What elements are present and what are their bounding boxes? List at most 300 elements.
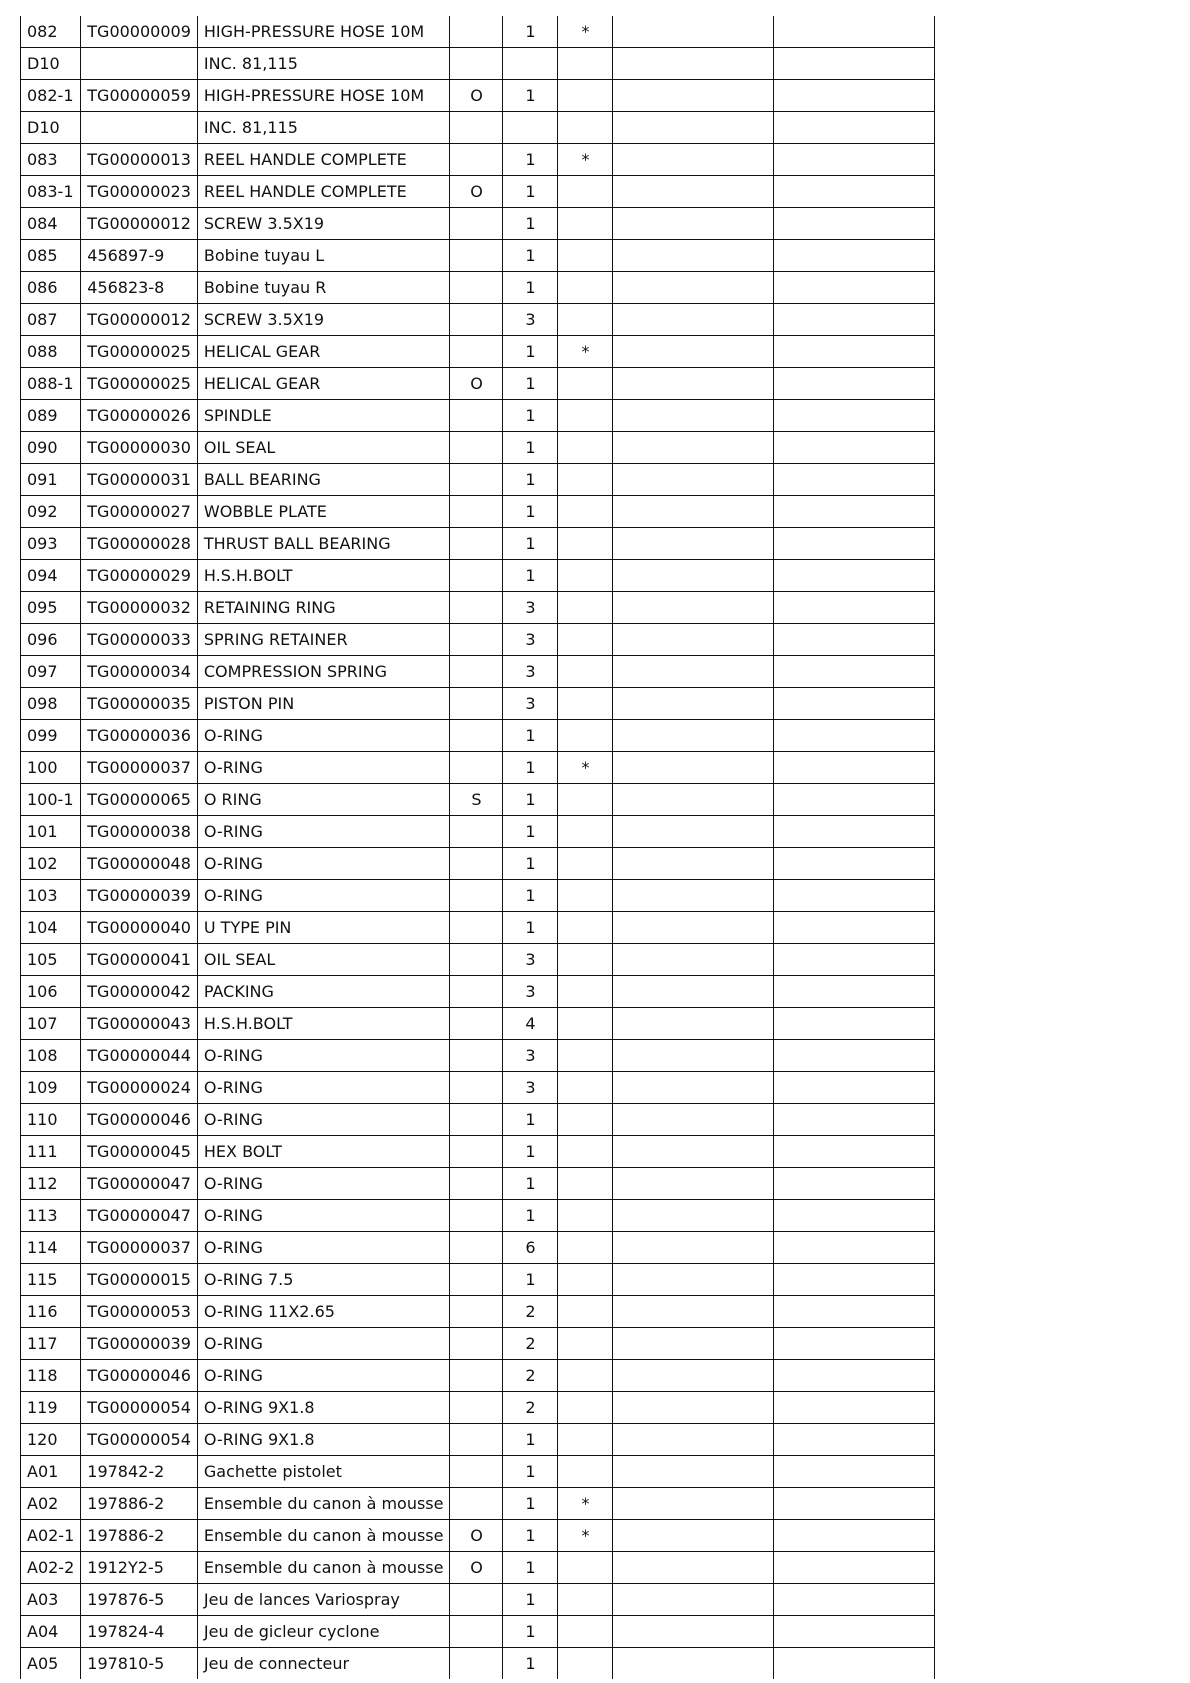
- part-flag-cell: [450, 48, 503, 80]
- part-flag-cell: [450, 144, 503, 176]
- part-flag-cell: [450, 112, 503, 144]
- blank-cell: [613, 880, 774, 912]
- blank-cell: [774, 336, 935, 368]
- part-flag-cell: [450, 1104, 503, 1136]
- blank-cell: [613, 784, 774, 816]
- part-mark-cell: *: [558, 144, 613, 176]
- part-description-cell: BALL BEARING: [197, 464, 450, 496]
- part-code-cell: TG00000023: [81, 176, 198, 208]
- part-description-cell: O-RING: [197, 1200, 450, 1232]
- part-flag-cell: [450, 1328, 503, 1360]
- part-description-cell: PISTON PIN: [197, 688, 450, 720]
- part-mark-cell: [558, 432, 613, 464]
- part-flag-cell: [450, 1232, 503, 1264]
- blank-cell: [613, 912, 774, 944]
- part-flag-cell: [450, 1360, 503, 1392]
- part-ref-cell: 093: [21, 528, 81, 560]
- part-quantity-cell: 3: [503, 1072, 558, 1104]
- table-row: [21, 752, 935, 784]
- part-quantity-cell: 1: [503, 1424, 558, 1456]
- part-mark-cell: [558, 944, 613, 976]
- part-flag-cell: [450, 848, 503, 880]
- part-quantity-cell: 1: [503, 880, 558, 912]
- part-code-cell: TG00000037: [81, 752, 198, 784]
- part-code-cell: TG00000054: [81, 1392, 198, 1424]
- part-quantity-cell: 1: [503, 752, 558, 784]
- part-description-cell: O-RING: [197, 1104, 450, 1136]
- part-code-cell: TG00000030: [81, 432, 198, 464]
- table-row: [21, 240, 935, 272]
- part-flag-cell: [450, 1616, 503, 1648]
- blank-cell: [613, 624, 774, 656]
- blank-cell: [774, 176, 935, 208]
- blank-cell: [774, 1296, 935, 1328]
- part-quantity-cell: 3: [503, 944, 558, 976]
- part-description-cell: O-RING: [197, 1360, 450, 1392]
- part-ref-cell: A05: [21, 1648, 81, 1680]
- table-row: [21, 624, 935, 656]
- part-mark-cell: [558, 1008, 613, 1040]
- part-mark-cell: [558, 1392, 613, 1424]
- blank-cell: [613, 80, 774, 112]
- table-row: [21, 80, 935, 112]
- blank-cell: [774, 1424, 935, 1456]
- blank-cell: [774, 528, 935, 560]
- part-code-cell: 197842-2: [81, 1456, 198, 1488]
- part-mark-cell: *: [558, 1488, 613, 1520]
- part-quantity-cell: 3: [503, 688, 558, 720]
- part-ref-cell: A01: [21, 1456, 81, 1488]
- part-ref-cell: 119: [21, 1392, 81, 1424]
- blank-cell: [613, 336, 774, 368]
- blank-cell: [613, 688, 774, 720]
- table-row: [21, 1520, 935, 1552]
- blank-cell: [613, 432, 774, 464]
- part-ref-cell: 088-1: [21, 368, 81, 400]
- part-quantity-cell: 1: [503, 176, 558, 208]
- table-row: [21, 1488, 935, 1520]
- table-row: [21, 528, 935, 560]
- blank-cell: [613, 272, 774, 304]
- part-mark-cell: [558, 240, 613, 272]
- table-row: [21, 1648, 935, 1680]
- blank-cell: [774, 1040, 935, 1072]
- part-mark-cell: [558, 912, 613, 944]
- part-quantity-cell: 1: [503, 1456, 558, 1488]
- blank-cell: [613, 752, 774, 784]
- blank-cell: [774, 1488, 935, 1520]
- part-quantity-cell: 1: [503, 240, 558, 272]
- table-row: [21, 592, 935, 624]
- part-ref-cell: 103: [21, 880, 81, 912]
- table-row: [21, 144, 935, 176]
- part-quantity-cell: 1: [503, 1552, 558, 1584]
- part-description-cell: H.S.H.BOLT: [197, 560, 450, 592]
- blank-cell: [774, 272, 935, 304]
- part-flag-cell: O: [450, 1520, 503, 1552]
- blank-cell: [774, 16, 935, 48]
- part-ref-cell: 106: [21, 976, 81, 1008]
- part-ref-cell: 110: [21, 1104, 81, 1136]
- part-mark-cell: [558, 1552, 613, 1584]
- part-mark-cell: [558, 112, 613, 144]
- part-mark-cell: [558, 1072, 613, 1104]
- part-mark-cell: [558, 1264, 613, 1296]
- part-ref-cell: 082-1: [21, 80, 81, 112]
- part-code-cell: TG00000046: [81, 1360, 198, 1392]
- part-flag-cell: [450, 240, 503, 272]
- table-row: [21, 976, 935, 1008]
- part-mark-cell: [558, 848, 613, 880]
- part-quantity-cell: 2: [503, 1360, 558, 1392]
- part-description-cell: O-RING: [197, 1168, 450, 1200]
- part-quantity-cell: 1: [503, 272, 558, 304]
- part-mark-cell: [558, 624, 613, 656]
- part-code-cell: TG00000033: [81, 624, 198, 656]
- part-mark-cell: [558, 368, 613, 400]
- part-mark-cell: [558, 272, 613, 304]
- part-code-cell: TG00000044: [81, 1040, 198, 1072]
- part-ref-cell: 084: [21, 208, 81, 240]
- part-description-cell: Jeu de lances Variospray: [197, 1584, 450, 1616]
- blank-cell: [613, 48, 774, 80]
- table-row: [21, 208, 935, 240]
- part-code-cell: TG00000047: [81, 1168, 198, 1200]
- part-mark-cell: [558, 208, 613, 240]
- blank-cell: [774, 912, 935, 944]
- blank-cell: [774, 144, 935, 176]
- table-row: [21, 1200, 935, 1232]
- part-quantity-cell: 3: [503, 592, 558, 624]
- part-mark-cell: [558, 176, 613, 208]
- part-quantity-cell: 1: [503, 1136, 558, 1168]
- part-ref-cell: 108: [21, 1040, 81, 1072]
- part-mark-cell: [558, 784, 613, 816]
- part-mark-cell: [558, 1648, 613, 1680]
- table-row: [21, 176, 935, 208]
- blank-cell: [774, 1328, 935, 1360]
- part-quantity-cell: 2: [503, 1392, 558, 1424]
- table-row: [21, 944, 935, 976]
- blank-cell: [774, 624, 935, 656]
- part-ref-cell: 105: [21, 944, 81, 976]
- part-description-cell: Ensemble du canon à mousse: [197, 1520, 450, 1552]
- part-description-cell: INC. 81,115: [197, 48, 450, 80]
- part-description-cell: O RING: [197, 784, 450, 816]
- part-flag-cell: [450, 944, 503, 976]
- part-mark-cell: [558, 656, 613, 688]
- part-description-cell: COMPRESSION SPRING: [197, 656, 450, 688]
- part-code-cell: TG00000039: [81, 880, 198, 912]
- blank-cell: [774, 1520, 935, 1552]
- blank-cell: [613, 528, 774, 560]
- part-quantity-cell: 3: [503, 304, 558, 336]
- part-ref-cell: 096: [21, 624, 81, 656]
- part-code-cell: [81, 48, 198, 80]
- table-row: [21, 1008, 935, 1040]
- part-mark-cell: [558, 1360, 613, 1392]
- part-quantity-cell: 1: [503, 1616, 558, 1648]
- part-description-cell: SCREW 3.5X19: [197, 208, 450, 240]
- table-row: [21, 1456, 935, 1488]
- blank-cell: [613, 1168, 774, 1200]
- part-quantity-cell: [503, 112, 558, 144]
- part-description-cell: U TYPE PIN: [197, 912, 450, 944]
- part-flag-cell: [450, 1456, 503, 1488]
- part-mark-cell: [558, 1456, 613, 1488]
- part-description-cell: SCREW 3.5X19: [197, 304, 450, 336]
- table-row: [21, 1264, 935, 1296]
- part-mark-cell: [558, 1200, 613, 1232]
- part-code-cell: [81, 112, 198, 144]
- blank-cell: [774, 1552, 935, 1584]
- table-row: [21, 16, 935, 48]
- part-quantity-cell: 1: [503, 848, 558, 880]
- part-quantity-cell: 3: [503, 1040, 558, 1072]
- part-quantity-cell: 1: [503, 1488, 558, 1520]
- blank-cell: [613, 1200, 774, 1232]
- part-description-cell: SPRING RETAINER: [197, 624, 450, 656]
- part-mark-cell: [558, 304, 613, 336]
- part-code-cell: 456823-8: [81, 272, 198, 304]
- part-mark-cell: *: [558, 752, 613, 784]
- part-code-cell: TG00000038: [81, 816, 198, 848]
- part-flag-cell: [450, 432, 503, 464]
- blank-cell: [774, 304, 935, 336]
- part-quantity-cell: 1: [503, 1520, 558, 1552]
- part-mark-cell: [558, 592, 613, 624]
- part-flag-cell: [450, 496, 503, 528]
- table-row: [21, 1232, 935, 1264]
- part-quantity-cell: 1: [503, 336, 558, 368]
- table-row: [21, 816, 935, 848]
- blank-cell: [774, 1232, 935, 1264]
- part-flag-cell: [450, 720, 503, 752]
- table-row: [21, 1392, 935, 1424]
- blank-cell: [774, 1104, 935, 1136]
- part-flag-cell: [450, 400, 503, 432]
- blank-cell: [774, 48, 935, 80]
- table-row: [21, 464, 935, 496]
- part-description-cell: RETAINING RING: [197, 592, 450, 624]
- part-ref-cell: 101: [21, 816, 81, 848]
- part-flag-cell: O: [450, 368, 503, 400]
- part-code-cell: 197876-5: [81, 1584, 198, 1616]
- blank-cell: [613, 240, 774, 272]
- part-flag-cell: [450, 912, 503, 944]
- part-ref-cell: 114: [21, 1232, 81, 1264]
- part-mark-cell: [558, 720, 613, 752]
- part-ref-cell: 112: [21, 1168, 81, 1200]
- part-quantity-cell: 1: [503, 816, 558, 848]
- part-flag-cell: [450, 592, 503, 624]
- blank-cell: [774, 432, 935, 464]
- part-description-cell: HELICAL GEAR: [197, 336, 450, 368]
- part-code-cell: TG00000012: [81, 208, 198, 240]
- part-ref-cell: 083: [21, 144, 81, 176]
- part-ref-cell: 095: [21, 592, 81, 624]
- part-description-cell: O-RING: [197, 720, 450, 752]
- blank-cell: [613, 304, 774, 336]
- part-flag-cell: [450, 1264, 503, 1296]
- table-row: [21, 1104, 935, 1136]
- blank-cell: [774, 496, 935, 528]
- part-ref-cell: 113: [21, 1200, 81, 1232]
- table-row: [21, 1296, 935, 1328]
- table-row: [21, 1072, 935, 1104]
- part-quantity-cell: [503, 48, 558, 80]
- part-ref-cell: 102: [21, 848, 81, 880]
- part-ref-cell: 099: [21, 720, 81, 752]
- blank-cell: [613, 1424, 774, 1456]
- part-quantity-cell: 1: [503, 784, 558, 816]
- part-ref-cell: 116: [21, 1296, 81, 1328]
- part-mark-cell: *: [558, 336, 613, 368]
- part-quantity-cell: 2: [503, 1328, 558, 1360]
- part-description-cell: PACKING: [197, 976, 450, 1008]
- part-flag-cell: [450, 1200, 503, 1232]
- part-description-cell: OIL SEAL: [197, 432, 450, 464]
- part-ref-cell: 115: [21, 1264, 81, 1296]
- part-mark-cell: [558, 560, 613, 592]
- part-ref-cell: 098: [21, 688, 81, 720]
- part-ref-cell: 100: [21, 752, 81, 784]
- part-flag-cell: [450, 1584, 503, 1616]
- part-ref-cell: A02-1: [21, 1520, 81, 1552]
- part-flag-cell: [450, 560, 503, 592]
- blank-cell: [774, 112, 935, 144]
- blank-cell: [774, 208, 935, 240]
- part-mark-cell: [558, 1296, 613, 1328]
- part-description-cell: Ensemble du canon à mousse: [197, 1488, 450, 1520]
- part-ref-cell: 087: [21, 304, 81, 336]
- part-quantity-cell: 1: [503, 528, 558, 560]
- blank-cell: [613, 1584, 774, 1616]
- part-flag-cell: [450, 752, 503, 784]
- part-flag-cell: [450, 208, 503, 240]
- part-ref-cell: D10: [21, 112, 81, 144]
- part-ref-cell: 090: [21, 432, 81, 464]
- part-code-cell: TG00000065: [81, 784, 198, 816]
- blank-cell: [774, 1360, 935, 1392]
- table-row: [21, 688, 935, 720]
- part-description-cell: Jeu de connecteur: [197, 1648, 450, 1680]
- part-quantity-cell: 1: [503, 560, 558, 592]
- part-description-cell: H.S.H.BOLT: [197, 1008, 450, 1040]
- table-row: [21, 656, 935, 688]
- part-flag-cell: [450, 880, 503, 912]
- part-description-cell: O-RING 9X1.8: [197, 1392, 450, 1424]
- blank-cell: [774, 240, 935, 272]
- part-flag-cell: [450, 656, 503, 688]
- part-code-cell: TG00000015: [81, 1264, 198, 1296]
- part-quantity-cell: 1: [503, 368, 558, 400]
- part-quantity-cell: 1: [503, 1104, 558, 1136]
- part-mark-cell: *: [558, 16, 613, 48]
- part-code-cell: TG00000032: [81, 592, 198, 624]
- part-ref-cell: 091: [21, 464, 81, 496]
- blank-cell: [774, 560, 935, 592]
- part-mark-cell: [558, 80, 613, 112]
- table-row: [21, 1552, 935, 1584]
- part-ref-cell: 111: [21, 1136, 81, 1168]
- part-quantity-cell: 1: [503, 1264, 558, 1296]
- table-row: [21, 912, 935, 944]
- part-code-cell: TG00000025: [81, 368, 198, 400]
- table-row: [21, 304, 935, 336]
- part-flag-cell: [450, 1040, 503, 1072]
- blank-cell: [774, 1648, 935, 1680]
- blank-cell: [613, 496, 774, 528]
- part-description-cell: HIGH-PRESSURE HOSE 10M: [197, 16, 450, 48]
- blank-cell: [613, 1456, 774, 1488]
- part-flag-cell: [450, 1648, 503, 1680]
- part-mark-cell: [558, 1168, 613, 1200]
- part-code-cell: TG00000053: [81, 1296, 198, 1328]
- part-ref-cell: 088: [21, 336, 81, 368]
- blank-cell: [774, 464, 935, 496]
- part-mark-cell: [558, 1104, 613, 1136]
- part-code-cell: TG00000046: [81, 1104, 198, 1136]
- part-code-cell: TG00000035: [81, 688, 198, 720]
- part-code-cell: TG00000025: [81, 336, 198, 368]
- blank-cell: [774, 816, 935, 848]
- blank-cell: [613, 1360, 774, 1392]
- part-mark-cell: [558, 1616, 613, 1648]
- part-description-cell: THRUST BALL BEARING: [197, 528, 450, 560]
- blank-cell: [774, 944, 935, 976]
- part-flag-cell: O: [450, 176, 503, 208]
- part-quantity-cell: 1: [503, 144, 558, 176]
- blank-cell: [774, 1008, 935, 1040]
- part-quantity-cell: 1: [503, 16, 558, 48]
- part-ref-cell: 118: [21, 1360, 81, 1392]
- part-flag-cell: [450, 976, 503, 1008]
- table-row: [21, 1584, 935, 1616]
- part-description-cell: Bobine tuyau R: [197, 272, 450, 304]
- table-row: [21, 1040, 935, 1072]
- blank-cell: [613, 1008, 774, 1040]
- part-flag-cell: [450, 1072, 503, 1104]
- blank-cell: [613, 1296, 774, 1328]
- part-flag-cell: [450, 304, 503, 336]
- blank-cell: [613, 592, 774, 624]
- part-ref-cell: A02-2: [21, 1552, 81, 1584]
- blank-cell: [774, 848, 935, 880]
- part-ref-cell: 120: [21, 1424, 81, 1456]
- part-quantity-cell: 3: [503, 976, 558, 1008]
- table-row: [21, 1136, 935, 1168]
- part-code-cell: TG00000048: [81, 848, 198, 880]
- blank-cell: [774, 752, 935, 784]
- parts-table-body: [21, 16, 935, 1679]
- blank-cell: [613, 112, 774, 144]
- blank-cell: [613, 1648, 774, 1680]
- part-flag-cell: S: [450, 784, 503, 816]
- table-row: [21, 112, 935, 144]
- part-code-cell: TG00000009: [81, 16, 198, 48]
- part-ref-cell: 089: [21, 400, 81, 432]
- part-description-cell: O-RING 11X2.65: [197, 1296, 450, 1328]
- part-code-cell: 197886-2: [81, 1488, 198, 1520]
- part-description-cell: OIL SEAL: [197, 944, 450, 976]
- part-code-cell: TG00000037: [81, 1232, 198, 1264]
- blank-cell: [613, 720, 774, 752]
- part-ref-cell: A03: [21, 1584, 81, 1616]
- part-description-cell: O-RING 9X1.8: [197, 1424, 450, 1456]
- table-row: [21, 400, 935, 432]
- blank-cell: [613, 144, 774, 176]
